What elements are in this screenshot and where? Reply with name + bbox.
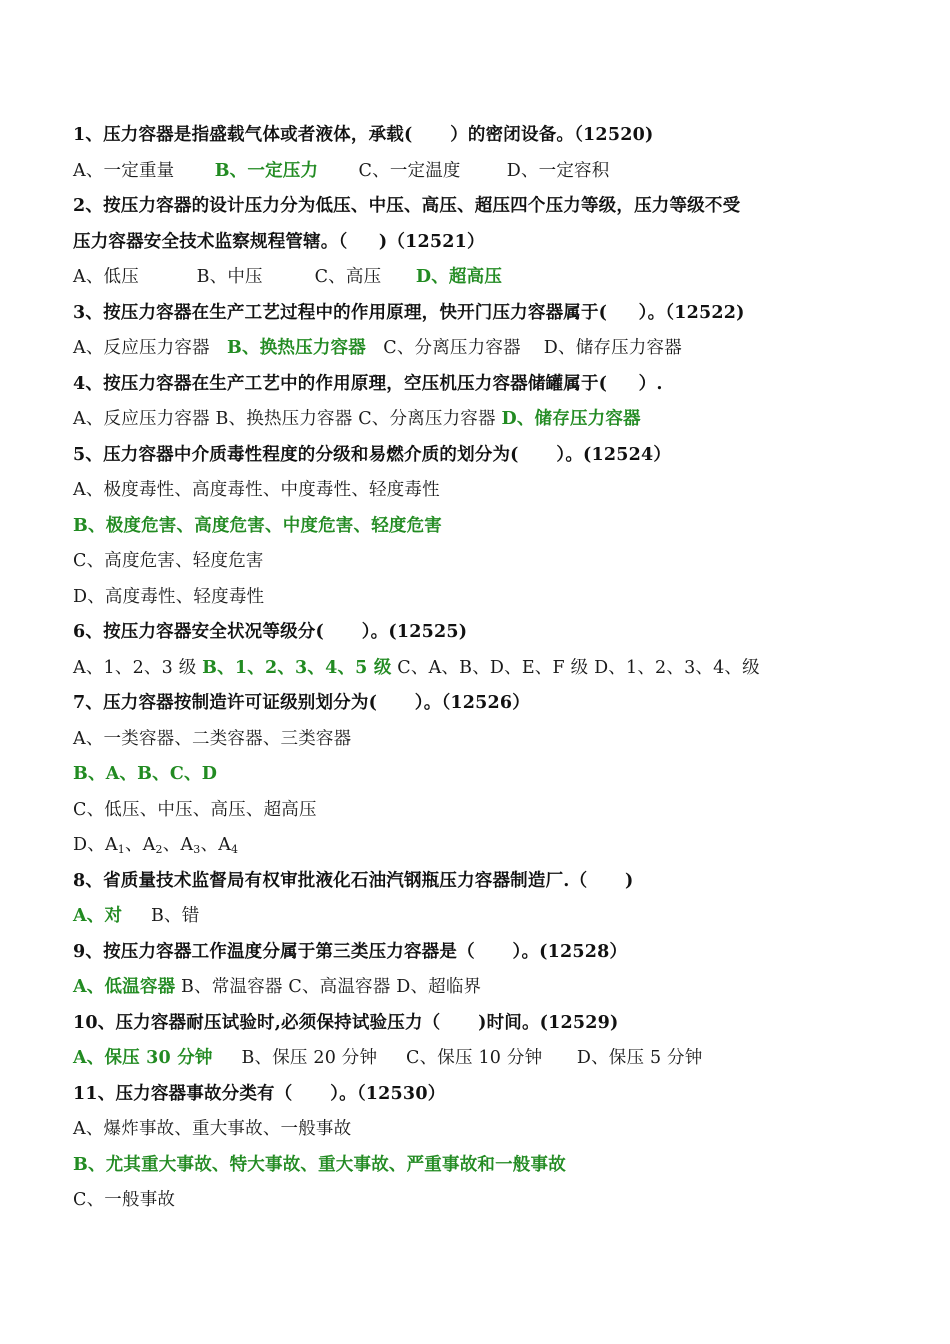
options-line — [73, 1112, 873, 1148]
correct-answer: A、对 — [73, 906, 123, 926]
options-line — [73, 402, 873, 438]
options-line — [73, 828, 873, 864]
correct-answer: B、尤其重大事故、特大事故、重大事故、严重事故和一般事故 — [73, 1154, 566, 1175]
option-text: C、A、B、D、E、F 级 D、1、2、3、4、级 — [391, 657, 760, 678]
option-text: C、一般事故 — [73, 1190, 176, 1210]
option-text: C、高度危害、轻度危害 — [73, 551, 264, 571]
option-text: C、一定温度 D、一定容积 — [318, 160, 610, 181]
option-text: A、极度毒性、高度毒性、中度毒性、轻度毒性 — [73, 480, 440, 500]
question-text: 9、按压力容器工作温度分属于第三类压力容器是（ ）。(12528） — [73, 941, 628, 962]
correct-answer: A、保压 30 分钟 — [73, 1048, 213, 1068]
options-line — [73, 473, 873, 509]
option-text: D、高度毒性、轻度毒性 — [73, 586, 265, 607]
option-text: C、分离压力容器 D、储存压力容器 — [365, 338, 682, 358]
option-text: B、错 — [122, 906, 200, 926]
correct-answer: B、一定压力 — [214, 160, 319, 181]
option-text: A、一类容器、二类容器、三类容器 — [73, 728, 352, 749]
question-text: 8、省质量技术监督局有权审批液化石油汽钢瓶压力容器制造厂.（ ) — [73, 870, 634, 891]
options-line — [73, 793, 873, 829]
options-line — [73, 899, 873, 935]
question-text: 10、压力容器耐压试验时,必须保持试验压力（ )时间。(12529) — [73, 1012, 619, 1033]
option-text: A — [180, 835, 194, 855]
subscript: 3 — [193, 843, 201, 856]
correct-answer: B、1、2、3、4、5 级 — [202, 657, 392, 678]
subscript: 4 — [231, 843, 239, 856]
options-line — [73, 757, 873, 793]
options-line — [73, 331, 873, 367]
option-text: B、保压 20 分钟 C、保压 10 分钟 D、保压 5 分钟 — [212, 1048, 703, 1068]
option-text: A、一定重量 — [73, 160, 215, 181]
question-text: 5、压力容器中介质毒性程度的分级和易燃介质的划分为( ）。(12524） — [73, 444, 672, 465]
correct-answer: B、A、B、C、D — [73, 764, 218, 784]
options-line — [73, 1041, 873, 1077]
question-text: 2、按压力容器的设计压力分为低压、中压、高压、超压四个压力等级，压力等级不受 — [73, 196, 741, 216]
option-text: A — [218, 835, 232, 855]
question-text: 1、压力容器是指盛载气体或者液体，承载( ）的密闭设备。（12520) — [73, 125, 654, 145]
subscript: 2 — [155, 843, 163, 856]
options-line — [73, 260, 873, 296]
option-text: A、反应压力容器 — [73, 338, 228, 358]
option-text: A、爆炸事故、重大事故、一般事故 — [73, 1119, 352, 1139]
options-line — [73, 544, 873, 580]
options-line — [73, 509, 873, 545]
document-page — [73, 118, 873, 1219]
separator: 、 — [124, 835, 143, 855]
option-text: A、1、2、3 级 — [73, 657, 203, 678]
option-text: A — [104, 835, 118, 855]
question-text: 11、压力容器事故分类有（ ）。（12530） — [73, 1083, 446, 1104]
question-text: 6、按压力容器安全状况等级分( ）。(12525) — [73, 622, 468, 642]
question-text: 3、按压力容器在生产工艺过程中的作用原理，快开门压力容器属于( ）。（12522) — [73, 302, 745, 323]
options-line — [73, 722, 873, 758]
question-text: 压力容器安全技术监察规程管辖。（ )（12521） — [73, 231, 485, 252]
separator: 、 — [200, 835, 219, 855]
option-text: B、常温容器 C、高温容器 D、超临界 — [175, 977, 482, 997]
question-text: 4、按压力容器在生产工艺中的作用原理，空压机压力容器储罐属于( ）. — [73, 373, 663, 394]
options-line — [73, 1183, 873, 1219]
correct-answer: D、储存压力容器 — [501, 409, 641, 429]
option-text: A、反应压力容器 B、换热压力容器 C、分离压力容器 — [73, 409, 502, 429]
options-line — [73, 154, 873, 190]
option-text: A、低压 B、中压 C、高压 — [73, 267, 416, 287]
correct-answer: D、超高压 — [415, 267, 503, 287]
options-line — [73, 1148, 873, 1184]
correct-answer: B、极度危害、高度危害、中度危害、轻度危害 — [73, 515, 442, 536]
separator: 、 — [162, 835, 181, 855]
options-line — [73, 651, 873, 687]
option-text: C、低压、中压、高压、超高压 — [73, 799, 317, 820]
options-line — [73, 580, 873, 616]
correct-answer: A、低温容器 — [73, 977, 176, 997]
correct-answer: B、换热压力容器 — [227, 338, 366, 358]
question-text: 7、压力容器按制造许可证级别划分为( ）。（12526） — [73, 693, 530, 713]
options-line — [73, 970, 873, 1006]
option-text: D、 — [73, 835, 105, 855]
subscript: 1 — [117, 843, 125, 856]
option-text: A — [142, 835, 156, 855]
